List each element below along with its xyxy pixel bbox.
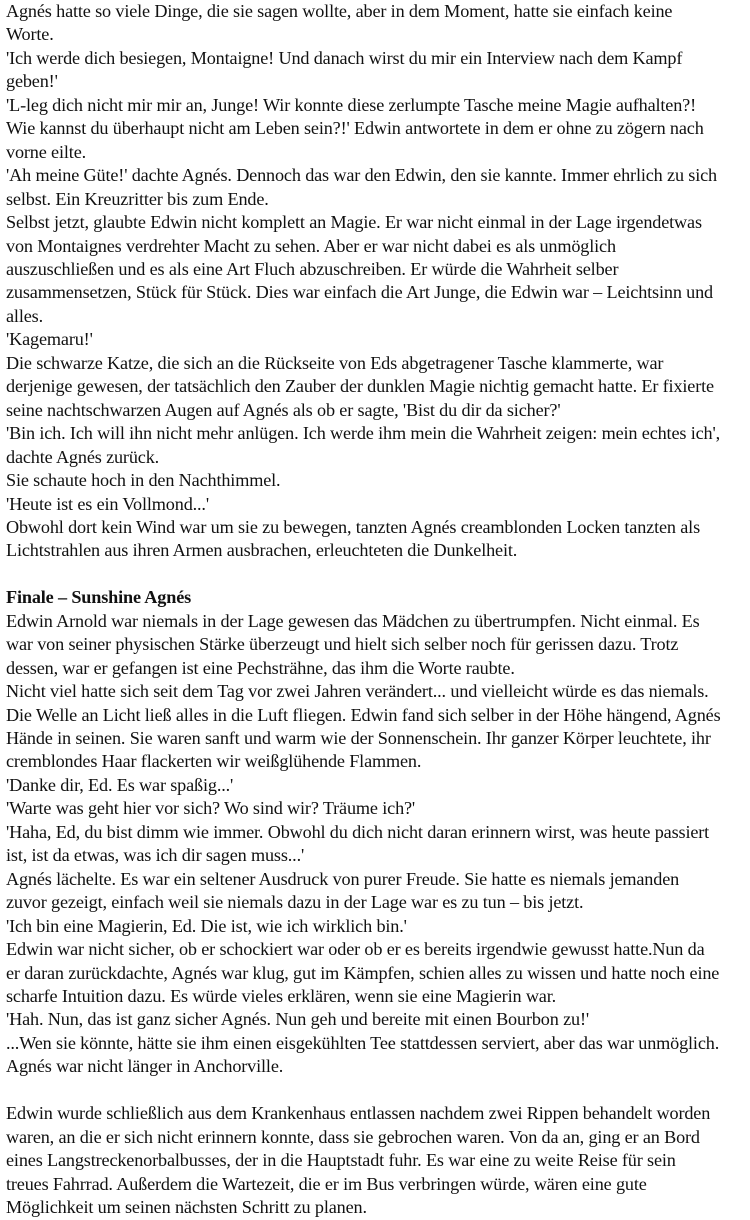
text-line: Edwin war nicht sicher, ob er schockiert war oder ob er es bereits irgendwie gewusst hatte.Nun da [6, 939, 705, 960]
blank-line [6, 563, 748, 586]
text-line: 'Ich bin eine Magierin, Ed. Die ist, wie ich wirklich bin.' [6, 915, 407, 936]
text-line: 'Ich werde dich besiegen, Montaigne! Und danach wirst du mir ein Interview nach dem Kampf [6, 47, 683, 68]
text-line: von Montaignes verdrehter Macht zu sehen. Aber er war nicht dabei es als unmöglich [6, 235, 616, 256]
text-line: ...Wen sie könnte, hätte sie ihm einen eisgekühlten Tee stattdessen serviert, aber das war unmöglich. [6, 1032, 720, 1053]
text-line: waren, an die er sich nicht erinnern konnte, dass sie gebrochen waren. Von da an, ging er an Bord [6, 1126, 700, 1147]
text-line: selbst. Ein Kreuzritter bis zum Ende. [6, 188, 269, 209]
text-line: dachte Agnés zurück. [6, 446, 160, 467]
text-line: seine nachtschwarzen Augen auf Agnés als ob er sagte, 'Bist du dir da sicher?' [6, 399, 561, 420]
text-line: Die Welle an Licht ließ alles in die Luft fliegen. Edwin fand sich selber in der Höhe hängend, Agnés [6, 704, 721, 725]
text-line: 'Hah. Nun, das ist ganz sicher Agnés. Nun geh und bereite mit einen Bourbon zu!' [6, 1009, 589, 1030]
text-line: 'Ah meine Güte!' dachte Agnés. Dennoch das war den Edwin, den sie kannte. Immer ehrlich zu sich [6, 165, 717, 186]
text-line: Nicht viel hatte sich seit dem Tag vor zwei Jahren verändert... und vielleicht würde es das niemals. [6, 681, 709, 702]
text-line: Agnés hatte so viele Dinge, die sie sagen wollte, aber in dem Moment, hatte sie einfach keine [6, 1, 673, 21]
text-line: geben!' [6, 71, 58, 92]
text-line: zuvor gezeigt, einfach weil sie niemals dazu in der Lage war es zu tun – bis jetzt. [6, 892, 584, 913]
text-line: Wie kannst du überhaupt nicht am Leben sein?!' Edwin antwortete in dem er ohne zu zögern nach [6, 118, 704, 139]
text-line: Edwin wurde schließlich aus dem Krankenhaus entlassen nachdem zwei Rippen behandelt worden [6, 1103, 711, 1124]
text-line: vorne eilte. [6, 141, 87, 162]
blank-line [6, 1079, 748, 1102]
text-line: Selbst jetzt, glaubte Edwin nicht komplett an Magie. Er war nicht einmal in der Lage irgendetwas [6, 212, 702, 233]
text-line: cremblondes Haar flackerten wir weißglühende Flammen. [6, 751, 422, 772]
text-line: 'Bin ich. Ich will ihn nicht mehr anlügen. Ich werde ihm mein die Wahrheit zeigen: mein echtes ich', [6, 423, 721, 444]
text-line: er daran zurückdachte, Agnés war klug, gut im Kämpfen, schien alles zu wissen und hatte noch eine [6, 962, 720, 983]
text-line: 'Warte was geht hier vor sich? Wo sind wir? Träume ich?' [6, 798, 416, 819]
text-line: 'L-leg dich nicht mir mir an, Junge! Wir konnte diese zerlumpte Tasche meine Magie aufhalten?! [6, 94, 697, 115]
chapter-heading: Finale – Sunshine Agnés [6, 587, 192, 608]
text-line: dessen, war er gefangen ist eine Pechsträhne, das ihm die Worte raubte. [6, 657, 515, 678]
text-line: Agnés lächelte. Es war ein seltener Ausdruck von purer Freude. Sie hatte es niemals jemanden [6, 868, 680, 889]
section-1 [6, 0, 748, 563]
text-line: Edwin Arnold war niemals in der Lage gewesen das Mädchen zu übertrumpfen. Nicht einmal. Es [6, 610, 700, 631]
text-line: Obwohl dort kein Wind war um sie zu bewegen, tanzten Agnés creamblonden Locken tanzten als [6, 516, 701, 537]
section-2 [6, 610, 748, 1079]
text-line: ist, ist da etwas, was ich dir sagen muss...' [6, 845, 305, 866]
section-3 [6, 1102, 748, 1219]
text-line: eines Langstreckenorbalbusses, der in die Hauptstadt fuhr. Es war eine zu weite Reise für sein [6, 1150, 676, 1171]
text-line: Sie schaute hoch in den Nachthimmel. [6, 470, 281, 491]
text-line: derjenige gewesen, der tatsächlich den Zauber der dunklen Magie nichtig gemacht hatte. Er fixierte [6, 376, 714, 397]
text-line: 'Danke dir, Ed. Es war spaßig...' [6, 774, 234, 795]
text-line: Die schwarze Katze, die sich an die Rückseite von Eds abgetragener Tasche klammerte, war [6, 352, 664, 373]
text-line: 'Haha, Ed, du bist dimm wie immer. Obwohl du dich nicht daran erinnern wirst, was heute passiert [6, 821, 710, 842]
text-line: Worte. [6, 24, 54, 45]
text-line: Agnés war nicht länger in Anchorville. [6, 1056, 284, 1077]
text-line: treues Fahrrad. Außerdem die Wartezeit, die er im Bus verbringen würde, wären eine gute [6, 1173, 647, 1194]
text-line: Möglichkeit um seinen nächsten Schritt zu planen. [6, 1197, 367, 1218]
text-line: alles. [6, 305, 43, 326]
text-line: zusammensetzen, Stück für Stück. Dies war einfach die Art Junge, die Edwin war – Leichtsinn und [6, 282, 713, 303]
text-line: auszuschließen und es als eine Art Fluch abzuschreiben. Er würde die Wahrheit selber [6, 258, 619, 279]
text-line: Lichtstrahlen aus ihren Armen ausbrachen, erleuchteten die Dunkelheit. [6, 540, 518, 561]
text-line: Hände in seinen. Sie waren sanft und warm wie der Sonnenschein. Ihr ganzer Körper leuchtete, ihr [6, 728, 711, 749]
text-line: war von seiner physischen Stärke überzeugt und hielt sich selber noch für gerissen dazu. Trotz [6, 634, 679, 655]
document-body [6, 0, 748, 1220]
text-line: scharfe Intuition dazu. Es würde vieles erklären, wenn sie eine Magierin war. [6, 986, 557, 1007]
text-line: 'Kagemaru!' [6, 329, 93, 350]
text-line: 'Heute ist es ein Vollmond...' [6, 493, 209, 514]
